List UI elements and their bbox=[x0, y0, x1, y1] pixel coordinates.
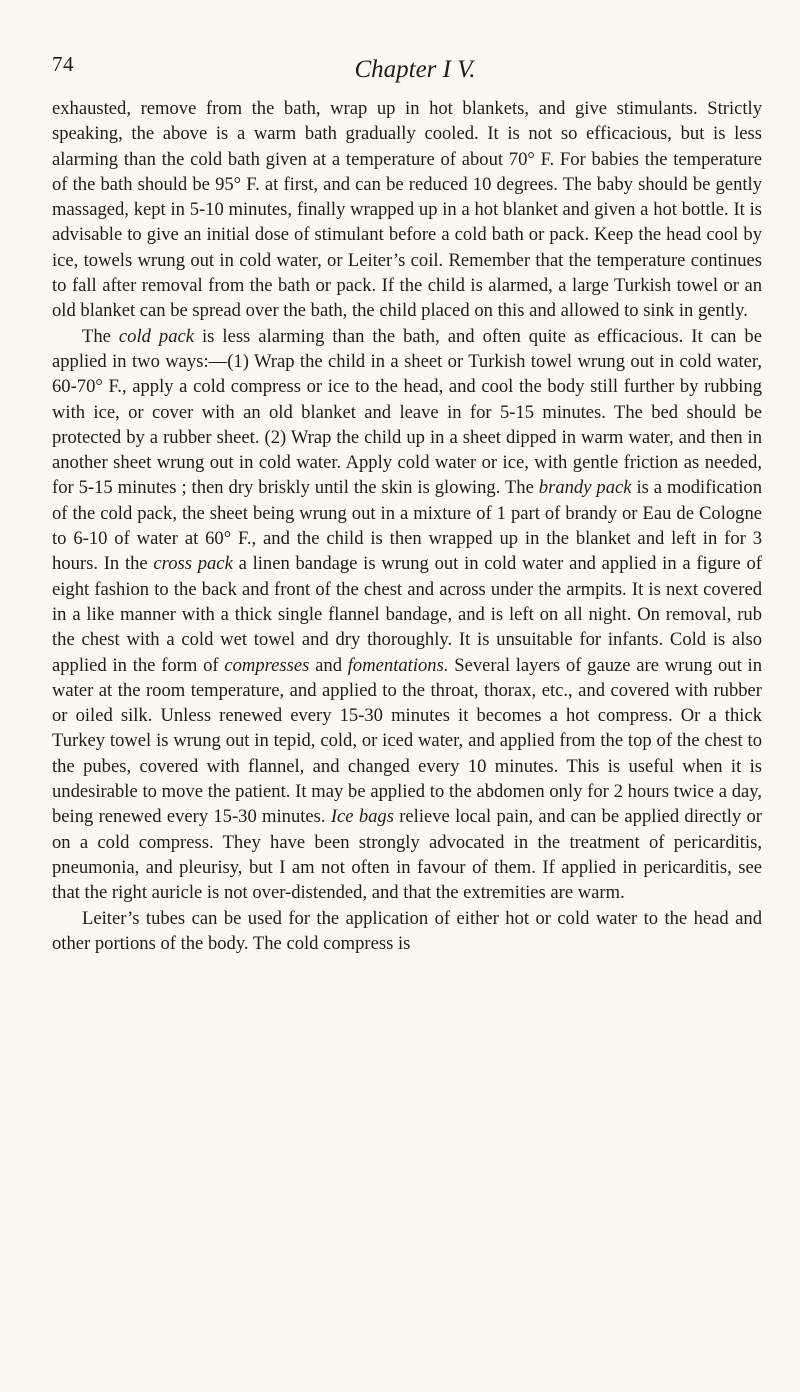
italic-term: cold pack bbox=[118, 325, 195, 347]
text-run: The bbox=[82, 325, 119, 347]
page-number: 74 bbox=[52, 52, 74, 76]
italic-term: cross pack bbox=[153, 553, 233, 575]
paragraph bbox=[52, 96, 762, 324]
text-run: Leiter’s tubes can be used for the application of either hot or cold water to the head and other portions of the body. The cold compress is bbox=[52, 907, 762, 954]
italic-term: compresses bbox=[224, 654, 310, 676]
italic-term: fomentations. bbox=[347, 654, 449, 676]
text-run: relieve local pain, and can be applied directly or on a cold compress. They have been strongly advocated in the treatment of pericarditis, pneumonia, and pleurisy, but I am not often in favour of them. If applied in pericarditis, see that the right auricle is not over-distended, and that the extremities are warm. bbox=[52, 806, 762, 904]
paragraph bbox=[52, 324, 762, 906]
text-run: a linen bandage is wrung out in cold water and applied in a figure of eight fashion to the back and front of the chest and across under the armpits. It is next covered in a like manner with a thick single flannel bandage, and is left on all night. On removal, rub the chest with a cold wet towel and dry thoroughly. It is unsuitable for infants. Cold is also applied in the form of bbox=[52, 553, 762, 676]
body-text bbox=[52, 96, 762, 956]
italic-term: brandy pack bbox=[538, 477, 632, 499]
running-head: Chapter I V. bbox=[354, 56, 476, 83]
paragraph bbox=[52, 906, 762, 957]
italic-term: Ice bags bbox=[330, 806, 394, 828]
text-run: exhausted, remove from the bath, wrap up in hot blankets, and give stimulants. Strictly speaking, the above is a warm bath gradually cooled. It is not so efficacious, but is less alarming than the cold bath given at a temperature of about 70° F. For babies the temperature of the bath should be 95° F. at first, and can be reduced 10 degrees. The baby should be gently massaged, kept in 5-10 minutes, finally wrapped up in a hot blanket and given a hot bottle. It is advisable to give an initial dose of stimulant before a cold bath or pack. Keep the head cool by ice, towels wrung out in cold water, or Leiter’s coil. Remember that the temperature continues to fall after removal from the bath or pack. If the child is alarmed, a large Turkish towel or an old blanket can be spread over the bath, the child placed on this and allowed to sink in gently. bbox=[52, 98, 762, 322]
page-header bbox=[52, 48, 748, 88]
text-run: and bbox=[309, 654, 348, 676]
text-run: is less alarming than the bath, and often quite as efficacious. It can be applied in two ways:—(1) Wrap the child in a sheet or Turkish towel wrung out in cold water, 60-70° F., apply a cold compress or ice to the head, and cool the body still further by rubbing with ice, or cover with an old blanket and leave in for 5-15 minutes. The bed should be protected by a rubber sheet. (2) Wrap the child up in a sheet dipped in warm water, and then in another sheet wrung out in cold water. Apply cold water or ice, with gentle friction as needed, for 5-15 minutes ; then dry briskly until the skin is glowing. The bbox=[52, 325, 762, 499]
text-run: Several layers of gauze are wrung out in water at the room temperature, and applied to the throat, thorax, etc., and covered with rubber or oiled silk. Unless renewed every 15-30 minutes it becomes a hot compress. Or a thick Turkey towel is wrung out in tepid, cold, or iced water, and applied from the top of the chest to the pubes, covered with flannel, and changed every 10 minutes. This is useful when it is undesirable to move the patient. It may be applied to the abdomen only for 2 hours twice a day, being renewed every 15-30 minutes. bbox=[52, 654, 762, 828]
text-run: is a modification of the cold pack, the sheet being wrung out in a mixture of 1 part of brandy or Eau de Cologne to 6-10 of water at 60° F., and the child is then wrapped up in the blanket and left in for 3 hours. In the bbox=[52, 477, 762, 575]
